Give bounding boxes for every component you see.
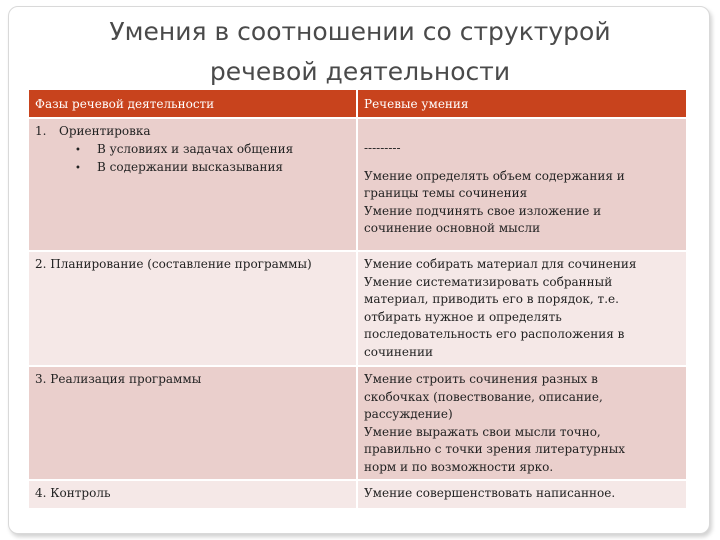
skills-cell: [357, 480, 686, 508]
phase-cell: [29, 118, 357, 251]
table-row: [29, 118, 686, 251]
skill-line: рассуждение): [364, 407, 453, 421]
skill-line: Умение определять объем содержания и: [364, 168, 625, 183]
skill-gap: [364, 158, 680, 168]
skill-line: Умение собирать материал для сочинения: [364, 257, 637, 271]
skill-line: норм и по возможности ярко.: [364, 459, 554, 474]
title-line-1: Умения в соотношении со структурой: [109, 17, 611, 46]
phase-subitem: В условиях и задачах общения: [97, 141, 294, 156]
title-line-2: речевой деятельности: [209, 57, 511, 86]
skill-line: ---------: [364, 141, 401, 155]
skill-line: Умение строить сочинения разных в: [364, 372, 598, 386]
table-row: [29, 366, 686, 480]
phase-cell: 3. Реализация программы: [29, 366, 357, 480]
bullet-icon: •: [75, 144, 81, 156]
phase-cell: 2. Планирование (составление программы): [29, 251, 357, 366]
skill-line: сочинение основной мысли: [364, 221, 541, 235]
bullet-icon: •: [75, 163, 81, 174]
phase-label: Ориентировка: [59, 124, 151, 138]
skill-line: Умение систематизировать собранный: [364, 274, 613, 289]
table-row: [29, 251, 686, 366]
skill-line: Умение совершенствовать написанное.: [364, 486, 616, 500]
table-row: [29, 480, 686, 508]
table-header-row: [29, 90, 686, 118]
skills-cell: [357, 366, 686, 480]
phase-subitem: В содержании высказывания: [97, 160, 284, 174]
skills-table: [29, 90, 686, 508]
skill-line: скобочках (повествование, описание,: [364, 389, 603, 404]
skill-line: границы темы сочинения: [364, 186, 528, 200]
skill-line: правильно с точки зрения литературных: [364, 442, 626, 456]
phase-number: 1.: [35, 124, 47, 138]
slide-title: [0, 12, 720, 92]
header-phases: Фазы речевой деятельности: [29, 90, 357, 118]
skill-line: материал, приводить его в порядок, т.е.: [364, 292, 619, 306]
skill-line: сочинении: [364, 344, 433, 359]
skill-line: Умение подчинять свое изложение и: [364, 203, 602, 218]
skill-line: Умение выражать свои мысли точно,: [364, 424, 601, 439]
skills-cell: [357, 251, 686, 366]
skill-line: отбирать нужное и определять: [364, 309, 562, 324]
skills-cell: [357, 118, 686, 251]
phase-cell: 4. Контроль: [29, 480, 357, 508]
header-skills: Речевые умения: [357, 90, 686, 118]
skill-line: последовательность его расположения в: [364, 327, 625, 341]
